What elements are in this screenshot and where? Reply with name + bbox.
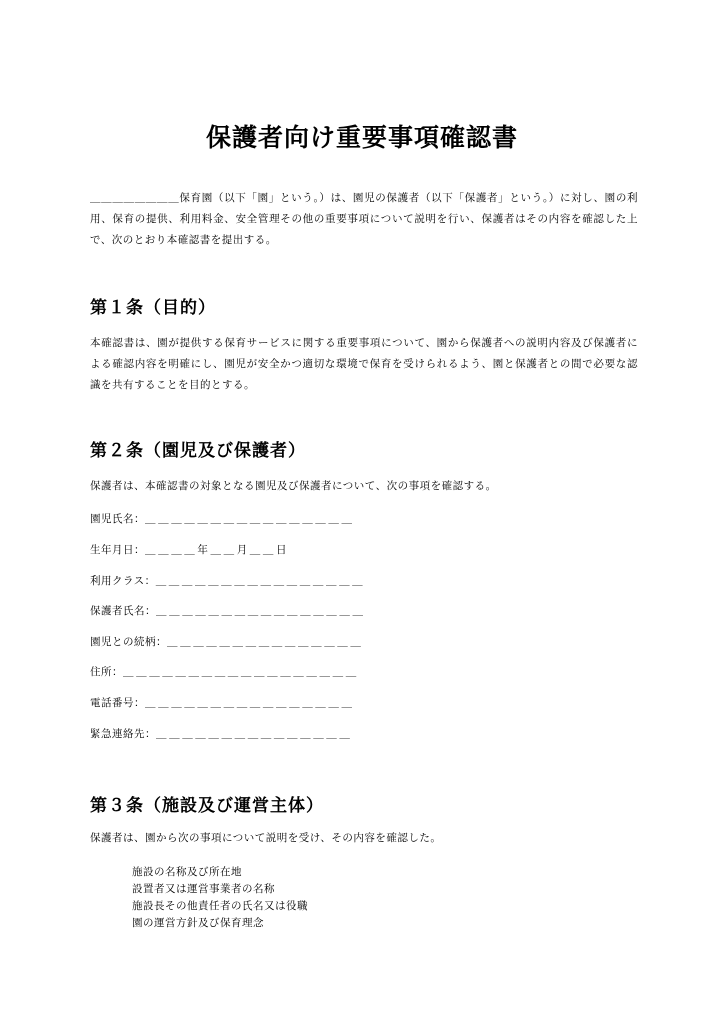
article-2-heading: 第２条（園児及び保護者） [90,441,306,461]
field-label: 住所： [90,666,123,678]
field-child-name [90,511,355,526]
field-label: 園児との続柄： [90,636,167,648]
field-blank: ＿＿＿＿＿＿＿＿＿＿＿＿＿＿＿＿ [155,575,366,587]
field-label: 保護者氏名： [90,605,156,617]
field-label: 生年月日： [90,544,145,556]
field-blank: ＿＿＿＿＿＿＿＿＿＿＿＿＿＿＿＿ [145,697,355,709]
field-blank: ＿＿＿＿＿＿＿＿＿＿＿＿＿＿＿＿＿＿ [123,666,359,678]
field-label: 電話番号： [90,697,145,709]
field-emergency-contact [90,726,353,741]
article-3-item-list [132,864,308,932]
field-blank: ＿＿＿＿＿＿＿＿＿＿＿＿＿＿＿＿ [156,605,366,617]
list-item: 園の運営方針及び保育理念 [132,917,264,929]
field-birth-date [90,542,289,557]
field-class [90,573,365,588]
field-blank: ＿＿＿＿年＿＿月＿＿日 [145,544,290,556]
article-3-heading: 第３条（施設及び運営主体） [90,796,324,816]
field-guardian-name [90,603,366,618]
field-blank: ＿＿＿＿＿＿＿＿＿＿＿＿＿＿＿＿ [145,513,355,525]
field-phone [90,695,355,710]
field-address [90,664,359,679]
article-3-body: 保護者は、園から次の事項について説明を受け、その内容を確認した。 [90,832,442,844]
field-relationship [90,634,364,649]
article-1-body: 本確認書は、園が提供する保育サービスに関する重要事項について、園から保護者への説明内容及び保護者による確認内容を明確にし、園児が安全かつ適切な環境で保育を受けられるよう、園と保護者との間で必要な認識を共有することを目的とする。 [90,337,638,391]
field-label: 緊急連絡先： [90,728,156,740]
intro-paragraph: ＿＿＿＿＿＿＿＿保育園（以下「園」という。）は、園児の保護者（以下「保護者」という。）に対し、園の利用、保育の提供、利用料金、安全管理その他の重要事項について説明を行い、保護者はその内容を確認した上で、次のとおり本確認書を提出する。 [90,192,638,246]
list-item: 設置者又は運営事業者の名称 [132,883,275,895]
article-1-heading: 第１条（目的） [90,298,216,318]
list-item: 施設長その他責任者の氏名又は役職 [132,900,308,912]
field-label: 利用クラス： [90,575,156,587]
list-item: 施設の名称及び所在地 [132,866,242,878]
field-blank: ＿＿＿＿＿＿＿＿＿＿＿＿＿＿＿ [167,636,364,648]
field-blank: ＿＿＿＿＿＿＿＿＿＿＿＿＿＿＿ [156,728,353,740]
article-2-body: 保護者は、本確認書の対象となる園児及び保護者について、次の事項を確認する。 [90,480,497,492]
field-label: 園児氏名： [90,513,145,525]
document-title: 保護者向け重要事項確認書 [205,123,518,152]
